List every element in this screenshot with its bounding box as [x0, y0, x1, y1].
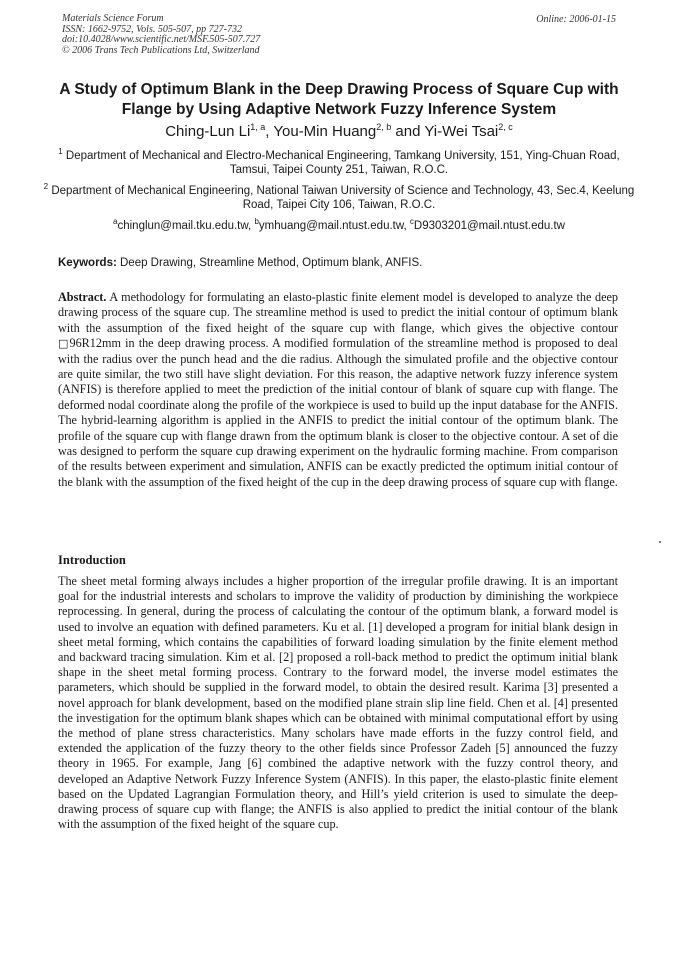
square-symbol: □ [58, 337, 70, 351]
keywords-label: Keywords: [58, 257, 117, 269]
introduction-body: The sheet metal forming always includes a higher proportion of the irregular profile drawing. It is an important goal for the industrial interests and scholars to improve the validity of production by diminishing the workpiece reprocessing. In general, during the process of calculating the contour of the optimum blank, a forward model is used to involve an equation with defined parameters. Ku et al. [1] developed a program for initial blank design in sheet metal forming, which contains the capabilities of forward loading simulation by the finite element method and backward tracing simulation. Kim et al. [2] proposed a roll-back method to predict the optimum initial blank shape in the sheet metal forming process. Contrary to the forward model, the inverse model estimates the parameters, which should be supplied in the forward model, to obtain the desired result. Karima [3] presented a novel approach for blank development, based on the modified plane strain slip line field. Chen et al. [4] presented the investigation for the optimum blank shapes which can be obtained with minimal computational effort by using the method of plane stress characteristics. Many scholars have made efforts in the fuzzy control field, and extended the application of the fuzzy theory to the other fields since Professor Zadeh [5] announced the fuzzy theory in 1965. For example, Jang [6] combined the adaptive network with the fuzzy control theory, and developed an Adaptive Network Fuzzy Inference System (ANFIS). In this paper, the elasto-plastic finite element based on the Updated Lagrangian Formulation theory, and Hill’s yield criterion is used to simulate the deep-drawing process of square cup with flange; the ANFIS is also applied to predict the initial contour of the blank with the assumption of the fixed height of the square cup. [58, 574, 618, 832]
email-mark: c [409, 217, 414, 226]
abstract [58, 290, 618, 490]
email-address[interactable]: chinglun@mail.tku.edu.tw [117, 220, 249, 232]
online-date: Online: 2006-01-15 [536, 14, 616, 25]
author-separator: , [265, 123, 274, 140]
affiliation-text: Department of Mechanical Engineering, National Taiwan University of Science and Technology, 43, Sec.4, Keelung Road, Taipei City 106, Taiwan, R.O.C. [51, 185, 635, 211]
author-affiliation-mark: 2, b [376, 122, 392, 132]
author-name: Yi-Wei Tsai [424, 123, 499, 140]
author-list [40, 123, 638, 141]
affiliation-number: 1 [58, 147, 63, 156]
email-address[interactable]: D9303201@mail.ntust.edu.tw [413, 220, 565, 232]
journal-copyright: © 2006 Trans Tech Publications Ltd, Switzerland [62, 44, 260, 56]
journal-header [62, 14, 260, 56]
email-mark: a [113, 217, 118, 226]
author-name: Ching-Lun Li [165, 123, 251, 140]
journal-issn: ISSN: 1662-9752, Vols. 505-507, pp 727-732 [62, 23, 242, 35]
email-list: $^a$chinglun@mail.tku.edu.tw, $^b$ymhuang@mail.ntust.edu.tw, $^c$D9303201@mail.ntust.edu.tw [113, 217, 565, 232]
author-affiliation-mark: 1, a [250, 122, 266, 132]
abstract-text-part1: A methodology for formulating an elasto-plastic finite element model is developed to analyze the deep drawing process of the square cup. The streamline method is used to predict the initial contour of optimum blank with the assumption of the fixed height of the square cup with flange, which gives the objective contour [58, 290, 619, 335]
affiliation-text: Department of Mechanical and Electro-Mechanical Engineering, Tamkang University, 151, Ying-Chuan Road, Tamsui, Taipei County 251, Taiwan, R.O.C. [65, 150, 620, 176]
journal-doi[interactable]: doi:10.4028/www.scientific.net/MSF.505-507.727 [62, 34, 261, 45]
author-affiliation-mark: 2, c [498, 122, 513, 132]
email-address[interactable]: ymhuang@mail.ntust.edu.tw [258, 220, 404, 232]
affiliation-number: 2 [43, 182, 49, 191]
affiliation-2 [40, 184, 638, 212]
author-separator: and [391, 123, 425, 140]
keywords [58, 256, 618, 270]
paper-title: A Study of Optimum Blank in the Deep Drawing Process of Square Cup with Flange by Using Adaptive Network Fuzzy Inference System [59, 81, 619, 118]
author-name: You-Min Huang [273, 123, 377, 140]
keywords-text: Deep Drawing, Streamline Method, Optimum blank, ANFIS. [120, 257, 423, 269]
abstract-label: Abstract. [58, 290, 107, 304]
affiliation-1 [40, 149, 638, 177]
scan-speck [659, 541, 661, 543]
introduction-heading: Introduction [58, 553, 126, 567]
abstract-text-part2: 96R12mm in the deep drawing process. A modified formulation of the streamline method is proposed to deal with the radius over the punch head and the die radius. Although the simulated profile and the objective contour are quite similar, the two still have slight deviation. For this reason, the adaptive network fuzzy inference system (ANFIS) is therefore applied to meet the prediction of the initial contour of blank of square cup with flange. The deformed nodal coordinate along the profile of the workpiece is used to build up the input database for the ANFIS. The hybrid-learning algorithm is applied in the ANFIS to predict the initial contour of the optimum blank. The profile of the square cup with flange drawn from the optimum blank is closer to the objective contour. A set of die was designed to perform the square cup drawing experiment on the hydraulic forming machine. From comparison of the results between experiment and simulation, ANFIS can be exactly predicted the optimum initial contour of the blank with the assumption of the fixed height of the cup in the deep drawing process of square cup with flange. [58, 336, 618, 489]
journal-name: Materials Science Forum [62, 13, 164, 24]
email-mark: b [254, 217, 259, 226]
